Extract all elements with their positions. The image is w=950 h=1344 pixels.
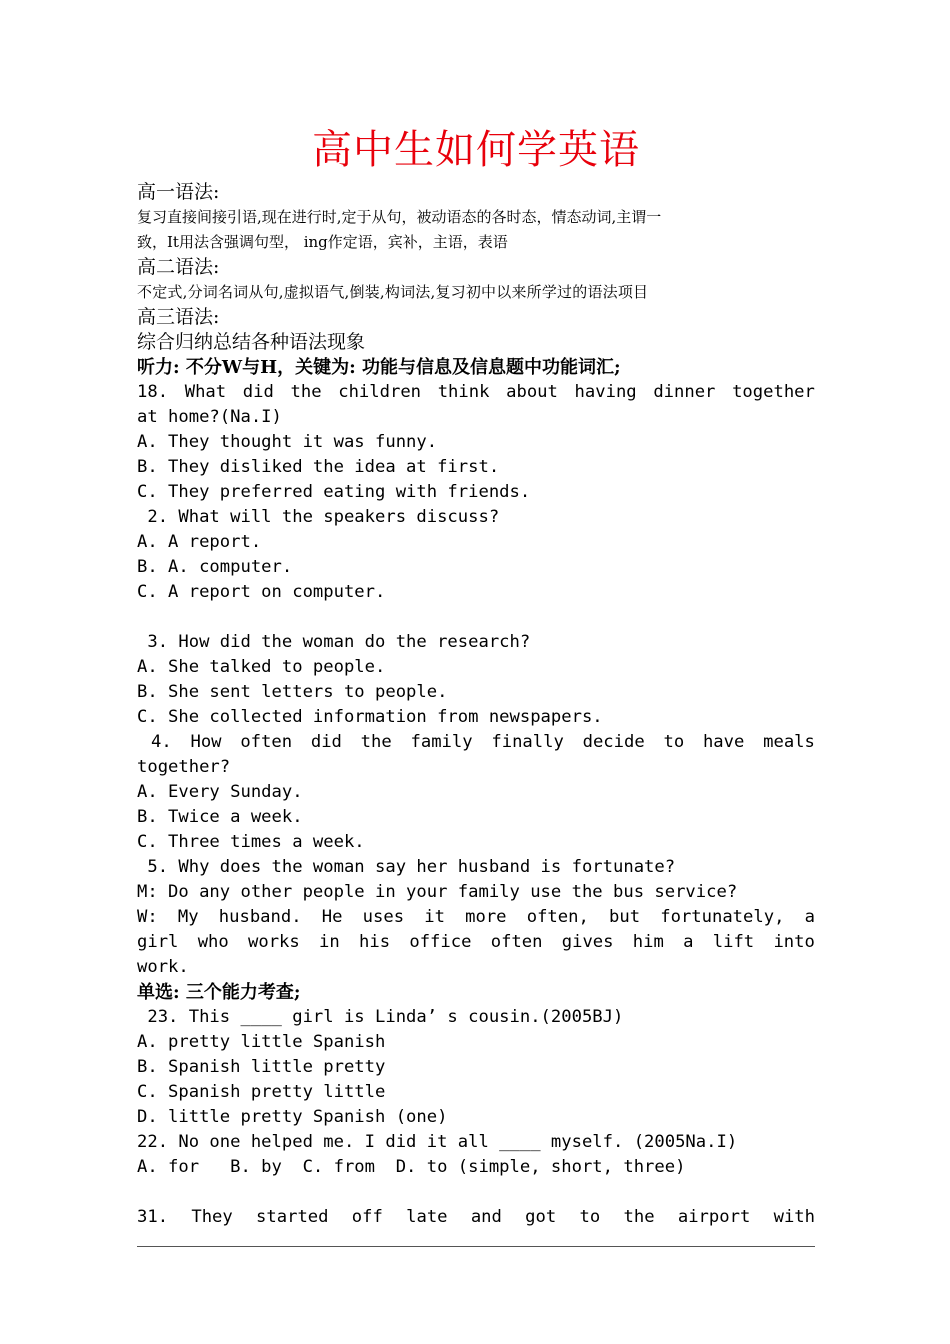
q5-question: 5. Why does the woman say her husband is fortunate? [137, 857, 676, 877]
word: with [773, 1207, 815, 1227]
grade3-content: 综合归纳总结各种语法现象 [137, 331, 366, 353]
q4-option-c: C. Three times a week. [137, 832, 365, 852]
q18-line-1 [137, 380, 815, 405]
word: lift [712, 932, 755, 952]
word: husband. [218, 907, 302, 927]
word: and [470, 1207, 502, 1227]
word: his [359, 932, 391, 952]
word: uses [362, 907, 405, 927]
word: What [184, 382, 227, 402]
q18-option-c: C. They preferred eating with friends. [137, 482, 531, 502]
word: started [256, 1207, 329, 1227]
word: off [351, 1207, 383, 1227]
q3-option-b: B. She sent letters to people. [137, 682, 448, 702]
q5-dialogue-m: M: Do any other people in your family use the bus service? [137, 882, 738, 902]
word: often [240, 732, 293, 752]
footer-divider [137, 1246, 815, 1247]
word: 4. [151, 732, 172, 752]
q4-option-b: B. Twice a week. [137, 807, 303, 827]
mcq-heading: 单选: 三个能力考查; [137, 982, 301, 1003]
q4-option-a: A. Every Sunday. [137, 782, 303, 802]
word: How [190, 732, 222, 752]
word: He [321, 907, 343, 927]
word: W: [137, 907, 158, 927]
document-page [137, 120, 815, 1230]
word: late [406, 1207, 448, 1227]
word: a [804, 907, 815, 927]
grade1-line-2: 致，It用法含强调句型， ing作定语，宾补，主语，表语 [137, 233, 508, 251]
word: think [437, 382, 490, 402]
q3-question: 3. How did the woman do the research? [137, 632, 531, 652]
q18-line-2: at home?(Na.I) [137, 407, 282, 427]
word: 31. [137, 1207, 169, 1227]
q2-option-c: C. A report on computer. [137, 582, 386, 602]
q5-dialogue-w-line-3: work. [137, 957, 189, 977]
q4-line-1 [137, 730, 815, 755]
q31-line-1 [137, 1205, 815, 1230]
word: him [632, 932, 664, 952]
blank-line [137, 1180, 815, 1205]
word: together [732, 382, 815, 402]
q2-question: 2. What will the speakers discuss? [137, 507, 500, 527]
word: meals [763, 732, 815, 752]
word: works [248, 932, 300, 952]
q5-dialogue-w-line-1 [137, 905, 815, 930]
word: girl [137, 932, 179, 952]
q23-option-d: D. little pretty Spanish (one) [137, 1107, 448, 1127]
grade1-line-1: 复习直接间接引语,现在进行时,定于从句，被动语态的各时态，情态动词,主谓一 [137, 208, 662, 226]
word: airport [677, 1207, 751, 1227]
word: gives [561, 932, 614, 952]
word: the [360, 732, 392, 752]
word: often [490, 932, 543, 952]
word: office [409, 932, 472, 952]
word: it [424, 907, 445, 927]
word: often, [526, 907, 589, 927]
word: into [773, 932, 815, 952]
word: to [663, 732, 685, 752]
word: finally [491, 732, 564, 752]
word: got [525, 1207, 557, 1227]
q4-line-2: together? [137, 757, 231, 777]
grade1-heading: 高一语法: [137, 181, 220, 203]
word: in [319, 932, 340, 952]
q3-option-a: A. She talked to people. [137, 657, 386, 677]
grade2-content: 不定式,分词名词从句,虚拟语气,倒装,构词法,复习初中以来所学过的语法项目 [137, 283, 649, 301]
word: fortunately, [660, 907, 785, 927]
q2-option-b: B. A. computer. [137, 557, 293, 577]
q23-option-b: B. Spanish little pretty [137, 1057, 386, 1077]
word: about [506, 382, 558, 402]
word: did [310, 732, 342, 752]
q18-option-b: B. They disliked the idea at first. [137, 457, 500, 477]
word: family [410, 732, 473, 752]
word: the [290, 382, 322, 402]
page-title: 高中生如何学英语 [312, 127, 640, 173]
grade2-heading: 高二语法: [137, 256, 220, 278]
word: My [177, 907, 199, 927]
listening-heading: 听力: 不分W与H，关键为: 功能与信息及信息题中功能词汇; [137, 357, 621, 378]
word: more [465, 907, 507, 927]
q23-question: 23. This ____ girl is Linda’ s cousin.(2005BJ) [137, 1007, 624, 1027]
q3-option-c: C. She collected information from newspapers. [137, 707, 603, 727]
word: who [197, 932, 229, 952]
q23-option-a: A. pretty little Spanish [137, 1032, 386, 1052]
q5-dialogue-w-line-2 [137, 930, 815, 955]
word: did [242, 382, 274, 402]
word: having [574, 382, 637, 402]
word: have [702, 732, 745, 752]
word: dinner [653, 382, 716, 402]
word: a [683, 932, 694, 952]
word: 18. [137, 382, 169, 402]
q18-option-a: A. They thought it was funny. [137, 432, 438, 452]
word: but [609, 907, 641, 927]
grade3-heading: 高三语法: [137, 306, 220, 328]
q2-option-a: A. A report. [137, 532, 262, 552]
word: children [338, 382, 422, 402]
grade1-content [137, 205, 815, 255]
blank-line [137, 605, 815, 630]
word: They [191, 1207, 233, 1227]
q22-question: 22. No one helped me. I did it all ____ myself. (2005Na.I) [137, 1132, 738, 1152]
q22-options: A. for B. by C. from D. to (simple, short, three) [137, 1157, 686, 1177]
word: the [623, 1207, 655, 1227]
q23-option-c: C. Spanish pretty little [137, 1082, 386, 1102]
word: to [579, 1207, 601, 1227]
word: decide [582, 732, 645, 752]
